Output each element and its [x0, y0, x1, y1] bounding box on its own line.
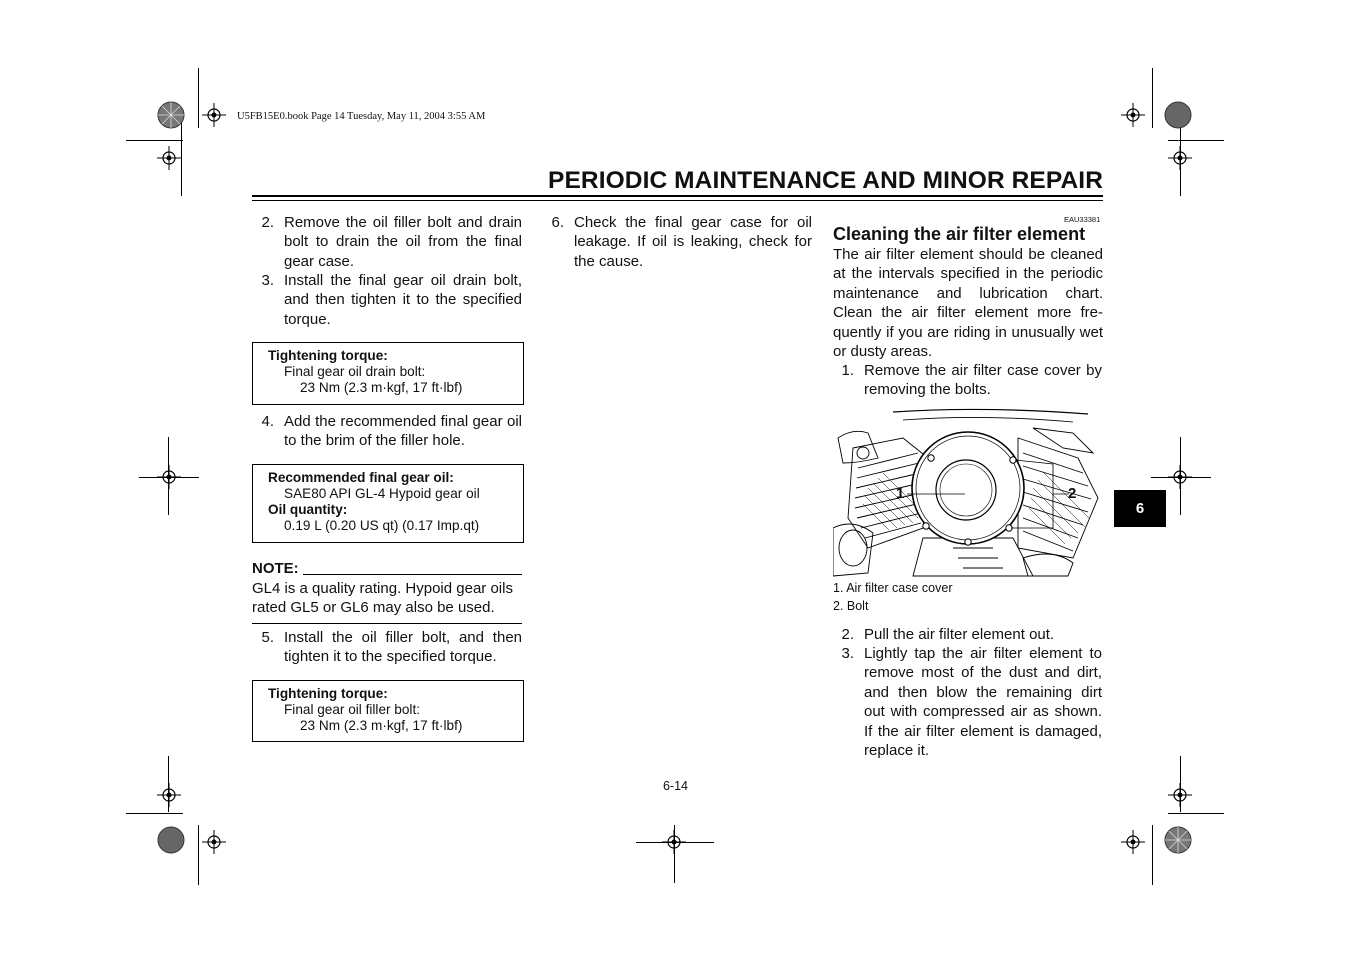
page-title: PERIODIC MAINTENANCE AND MINOR REPAIR: [548, 167, 1103, 194]
step-number: 6.: [551, 214, 564, 231]
color-wheel-icon: [157, 101, 185, 129]
note-heading: NOTE:: [252, 560, 299, 577]
step-item: [252, 628, 522, 667]
spec-label: Tightening torque:: [268, 686, 388, 701]
chapter-tab: 6: [1114, 490, 1166, 527]
page-number: 6-14: [662, 779, 689, 793]
step-item: [832, 361, 1102, 400]
torque-spec-box: [252, 342, 524, 405]
registration-mark-icon: [157, 146, 181, 170]
step-number: 3.: [261, 272, 274, 289]
crop-mark: [1168, 140, 1224, 141]
air-filter-illustration: [833, 408, 1102, 578]
step-number: 5.: [261, 629, 274, 646]
spec-label: Recommended final gear oil:: [268, 470, 454, 485]
step-item: [252, 213, 522, 271]
step-item: [832, 644, 1102, 760]
registration-mark-icon: [202, 103, 226, 127]
section-code: EAU33381: [1064, 215, 1101, 224]
step-text: Remove the oil filler bolt and drain bolt to drain the oil from the final gear case.: [284, 214, 522, 270]
torque-spec-box: [252, 680, 524, 742]
spec-value: 23 Nm (2.3 m·kgf, 17 ft·lbf): [300, 718, 463, 733]
step-text: Remove the air filter case cover by removing the bolts.: [864, 362, 1102, 399]
title-rule: [252, 200, 1103, 201]
registration-mark-icon: [1121, 103, 1145, 127]
crop-mark: [1152, 825, 1153, 885]
step-item: [832, 625, 1102, 644]
spec-value: 0.19 L (0.20 US qt) (0.17 Imp.qt): [284, 518, 480, 533]
title-rule: [252, 195, 1103, 197]
section-intro: The air filter element should be cleaned at the intervals specified in the periodic maintenance and lubrication chart. Clean the air filter element more fre-quently if you are riding in unusually wet or dusty areas.: [833, 246, 1103, 361]
spec-label: Tightening torque:: [268, 348, 388, 363]
registration-mark-icon: [1121, 830, 1145, 854]
registration-mark-icon: [202, 830, 226, 854]
spec-item: Final gear oil filler bolt:: [284, 702, 420, 717]
step-text: Pull the air filter element out.: [864, 626, 1055, 643]
crop-mark: [1168, 813, 1224, 814]
step-text: Install the oil filler bolt, and then tighten it to the specified torque.: [284, 629, 522, 666]
step-text: Install the final gear oil drain bolt, and then tighten it to the specified torque.: [284, 272, 522, 328]
section-title: Cleaning the air filter element: [833, 224, 1086, 244]
spec-item: Final gear oil drain bolt:: [284, 364, 426, 379]
step-item: [542, 213, 812, 271]
step-text: Add the recommended final gear oil to the brim of the filler hole.: [284, 413, 522, 450]
note-text: GL4 is a quality rating. Hypoid gear oils rated GL5 or GL6 may also be used.: [252, 580, 513, 617]
step-text: Check the final gear case for oil leakage. If oil is leaking, check for the cause.: [574, 214, 812, 270]
spec-label: Oil quantity:: [268, 502, 348, 517]
registration-mark-icon: [157, 465, 181, 489]
registration-mark-icon: [1168, 146, 1192, 170]
callout-1: 1: [896, 485, 905, 502]
figure-caption: 1. Air filter case cover: [833, 581, 953, 595]
step-item: [252, 271, 522, 329]
step-number: 1.: [841, 362, 854, 379]
crop-mark: [198, 825, 199, 885]
figure-caption: 2. Bolt: [833, 599, 869, 613]
registration-mark-icon: [1168, 465, 1192, 489]
color-wheel-icon: [1164, 101, 1192, 129]
registration-mark-icon: [662, 830, 686, 854]
step-number: 2.: [261, 214, 274, 231]
color-wheel-icon: [157, 826, 185, 854]
oil-spec-box: [252, 464, 524, 543]
crop-mark: [126, 140, 183, 141]
step-item: [252, 412, 522, 451]
note-rule: [252, 623, 522, 624]
crop-mark: [126, 813, 183, 814]
spec-value: 23 Nm (2.3 m·kgf, 17 ft·lbf): [300, 380, 463, 395]
book-file-header: U5FB15E0.book Page 14 Tuesday, May 11, 2004 3:55 AM: [237, 111, 486, 122]
note-rule: [303, 574, 522, 575]
color-wheel-icon: [1164, 826, 1192, 854]
step-number: 3.: [841, 645, 854, 662]
step-number: 2.: [841, 626, 854, 643]
step-number: 4.: [261, 413, 274, 430]
crop-mark: [181, 120, 182, 196]
crop-mark: [1152, 68, 1153, 128]
spec-value: SAE80 API GL-4 Hypoid gear oil: [284, 486, 480, 501]
step-text: Lightly tap the air filter element to remove most of the dust and dirt, and then blow the remaining dirt out with compressed air as shown. If the air filter element is damaged, replace it.: [864, 645, 1102, 760]
crop-mark: [198, 68, 199, 128]
callout-2: 2: [1068, 485, 1077, 502]
